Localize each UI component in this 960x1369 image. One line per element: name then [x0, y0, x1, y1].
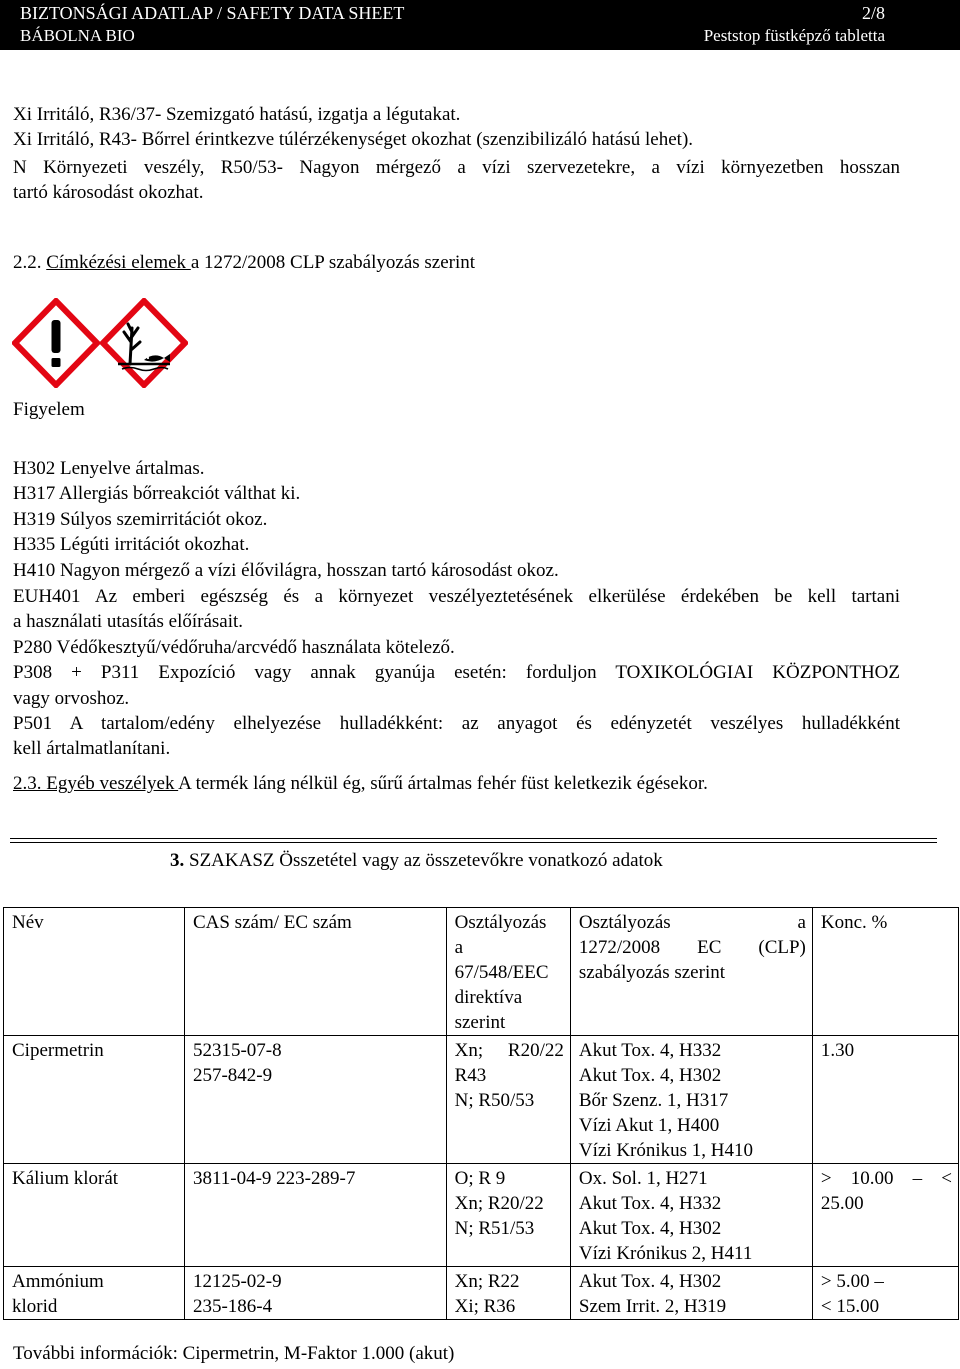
precautionary-statement: P501 A tartalom/edény elhelyezése hulladékként: az anyagot és edényzetét veszélyes hulladékként: [13, 713, 900, 734]
classification-line: Xi Irritáló, R36/37- Szemizgató hatású, izgatja a légutakat.: [13, 104, 461, 125]
precautionary-statement-cont: vagy orvoshoz.: [13, 688, 130, 709]
cell-classification-67-548: Xn; R20/22 R43 N; R50/53: [446, 1036, 570, 1164]
hazard-statement: H319 Súlyos szemirritációt okoz.: [13, 509, 268, 530]
precautionary-statement: P280 Védőkesztyű/védőruha/arcvédő használata kötelező.: [13, 637, 455, 658]
environment-pictogram: [100, 298, 188, 388]
section-number: 3.: [170, 850, 185, 871]
cell-classification-67-548: Xn; R22 Xi; R36: [446, 1267, 570, 1320]
cell-name: Kálium klorát: [4, 1164, 185, 1267]
section-heading-rest: a 1272/2008 CLP szabályozás szerint: [190, 252, 476, 273]
page-number: 2/8: [861, 3, 885, 23]
section-heading-underlined: Egyéb veszélyek: [41, 773, 179, 794]
composition-table: [3, 907, 959, 1320]
hazard-statement: H302 Lenyelve ártalmas.: [13, 458, 205, 479]
classification-line: Xi Irritáló, R43- Bőrrel érintkezve túlérzékenységet okozhat (szenzibilizáló hatású lehet).: [13, 129, 694, 150]
cell-classification-67-548: O; R 9 Xn; R20/22 N; R51/53: [446, 1164, 570, 1267]
header-concentration: Konc. %: [812, 908, 958, 1036]
precautionary-statement-cont: kell ártalmatlanítani.: [13, 738, 171, 759]
cell-cas: 52315-07-8 257-842-9: [184, 1036, 446, 1164]
section-heading-underlined: Címkézési elemek: [46, 252, 191, 273]
cell-name: Ammónium klorid: [4, 1267, 185, 1320]
cell-concentration: 1.30: [812, 1036, 958, 1164]
section-2-3: [13, 771, 708, 796]
divider: [10, 842, 937, 843]
header-cas: CAS szám/ EC szám: [184, 908, 446, 1036]
section-text: A termék láng nélkül ég, sűrű ártalmas fehér füst keletkezik égésekor.: [178, 773, 708, 794]
classification-line: tartó károsodást okozhat.: [13, 182, 204, 203]
cell-concentration: > 5.00 – < 15.00: [812, 1267, 958, 1320]
cell-classification-clp: Akut Tox. 4, H332 Akut Tox. 4, H302 Bőr Szenz. 1, H317 Vízi Akut 1, H400 Vízi Krónikus 1, H410: [570, 1036, 812, 1164]
header-classification-67-548: Osztályozás a 67/548/EEC direktíva szerint: [446, 908, 570, 1036]
hazard-statement: H317 Allergiás bőrreakciót válthat ki.: [13, 483, 301, 504]
signal-word: Figyelem: [13, 399, 85, 420]
product-name: Peststop füstképző tabletta: [703, 26, 885, 45]
divider: [10, 838, 937, 839]
header-name: Név: [4, 908, 185, 1036]
company-name: BÁBOLNA BIO: [20, 26, 135, 45]
document-header: [0, 0, 960, 50]
cell-concentration: > 10.00 – < 25.00: [812, 1164, 958, 1267]
section-title: SZAKASZ Összetétel vagy az összetevőkre vonatkozó adatok: [184, 850, 663, 871]
euh-statement-cont: a használati utasítás előírásait.: [13, 611, 244, 632]
section-number: 2.3.: [13, 773, 42, 794]
cell-name: Cipermetrin: [4, 1036, 185, 1164]
exclamation-mark-pictogram: [12, 298, 100, 388]
table-row: [4, 1036, 959, 1164]
cell-classification-clp: Akut Tox. 4, H302 Szem Irrit. 2, H319: [570, 1267, 812, 1320]
table-row: [4, 1267, 959, 1320]
header-classification-clp: Osztályozás a 1272/2008 EC (CLP) szabályozás szerint: [570, 908, 812, 1036]
table-row: [4, 1164, 959, 1267]
hazard-statement: H410 Nagyon mérgező a vízi élővilágra, hosszan tartó károsodást okoz.: [13, 560, 559, 581]
classification-line: N Környezeti veszély, R50/53- Nagyon mérgező a vízi szervezetekre, a vízi környezetben hosszan: [13, 157, 900, 178]
hazard-statement: H335 Légúti irritációt okozhat.: [13, 534, 250, 555]
precautionary-statement: P308 + P311 Expozíció vagy annak gyanúja esetén: forduljon TOXIKOLÓGIAI KÖZPONTHOZ: [13, 662, 900, 683]
section-number: 2.2.: [13, 252, 42, 273]
cell-cas: 12125-02-9 235-186-4: [184, 1267, 446, 1320]
section-2-2-heading: [13, 250, 475, 275]
section-3-heading: [170, 850, 663, 872]
cell-classification-clp: Ox. Sol. 1, H271 Akut Tox. 4, H332 Akut Tox. 4, H302 Vízi Krónikus 2, H411: [570, 1164, 812, 1267]
table-header-row: [4, 908, 959, 1036]
additional-info: További információk: Cipermetrin, M-Faktor 1.000 (akut): [13, 1343, 455, 1364]
euh-statement: EUH401 Az emberi egészség és a környezet veszélyeztetésének elkerülése érdekében be kell tartani: [13, 586, 900, 607]
document-title: BIZTONSÁGI ADATLAP / SAFETY DATA SHEET: [20, 3, 405, 23]
cell-cas: 3811-04-9 223-289-7: [184, 1164, 446, 1267]
